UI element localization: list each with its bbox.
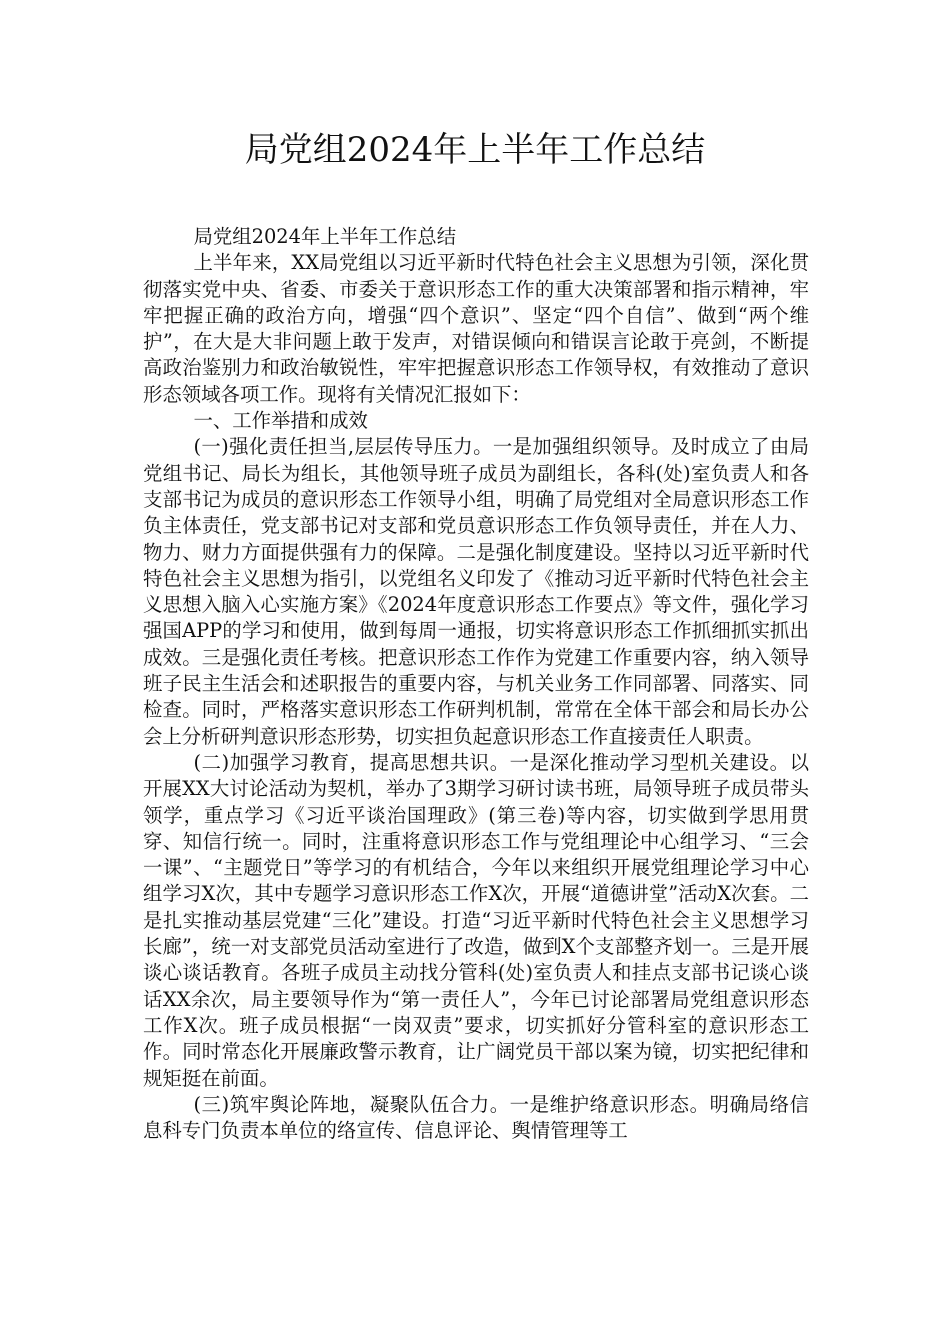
body-paragraph-1: (一)强化责任担当,层层传导压力。一是加强组织领导。及时成立了由局党组书记、局长为组长，其他领导班子成员为副组长，各科(处)室负责人和各支部书记为成员的意识形态工作领导小组，明确了局党组对全局意识形态工作负主体责任，党支部书记对支部和党员意识形态工作负领导责任，并在人力、物力、财力方面提供强有力的保障。二是强化制度建设。坚持以习近平新时代特色社会主义思想为指引，以党组名义印发了《推动习近平新时代特色社会主义思想入脑入心实施方案》《2024年度意识形态工作要点》等文件，强化学习强国APP的学习和使用，做到每周一通报，切实将意识形态工作抓细抓实抓出成效。三是强化责任考核。把意识形态工作作为党建工作重要内容，纳入领导班子民主生活会和述职报告的重要内容，与机关业务工作同部署、同落实、同检查。同时，严格落实意识形态工作研判机制，常常在全体干部会和局长办公会上分析研判意识形态形势，切实担负起意识形态工作直接责任人职责。: [143, 435, 809, 748]
subtitle-paragraph: 局党组2024年上半年工作总结: [193, 225, 457, 248]
body-paragraph-2: (二)加强学习教育，提高思想共识。一是深化推动学习型机关建设。以开展XX大讨论活动为契机，举办了3期学习研讨读书班，局领导班子成员带头领学，重点学习《习近平谈治国理政》(第三卷)等内容，切实做到学思用贯穿、知信行统一。同时，注重将意识形态工作与党组理论中心组学习、“三会一课”、“主题党日”等学习的有机结合，今年以来组织开展党组理论学习中心组学习X次，其中专题学习意识形态工作X次，开展“道德讲堂”活动X次套。二是扎实推动基层党建“三化”建设。打造“习近平新时代特色社会主义思想学习长廊”，统一对支部党员活动室进行了改造，做到X个支部整齐划一。三是开展谈心谈话教育。各班子成员主动找分管科(处)室负责人和挂点支部书记谈心谈话XX余次，局主要领导作为“第一责任人”，今年已讨论部署局党组意识形态工作X次。班子成员根据“一岗双责”要求，切实抓好分管科室的意识形态工作。同时常态化开展廉政警示教育，让广阔党员干部以案为镜，切实把纪律和规矩挺在前面。: [143, 750, 809, 1090]
document-title: 局党组2024年上半年工作总结: [244, 130, 706, 170]
section-heading: 一、工作举措和成效: [193, 409, 368, 433]
document-body: [143, 224, 809, 1144]
intro-paragraph: 上半年来，XX局党组以习近平新时代特色社会主义思想为引领，深化贯彻落实党中央、省委、市委关于意识形态工作的重大决策部署和指示精神，牢牢把握正确的政治方向，增强“四个意识”、坚定“四个自信”、做到“两个维护”，在大是大非问题上敢于发声，对错误倾向和错误言论敢于亮剑，不断提高政治鉴别力和政治敏锐性，牢牢把握意识形态工作领导权，有效推动了意识形态领域各项工作。现将有关情况汇报如下：: [143, 251, 809, 406]
body-paragraph-3: (三)筑牢舆论阵地，凝聚队伍合力。一是维护络意识形态。明确局络信息科专门负责本单位的络宣传、信息评论、舆情管理等工: [143, 1092, 809, 1143]
